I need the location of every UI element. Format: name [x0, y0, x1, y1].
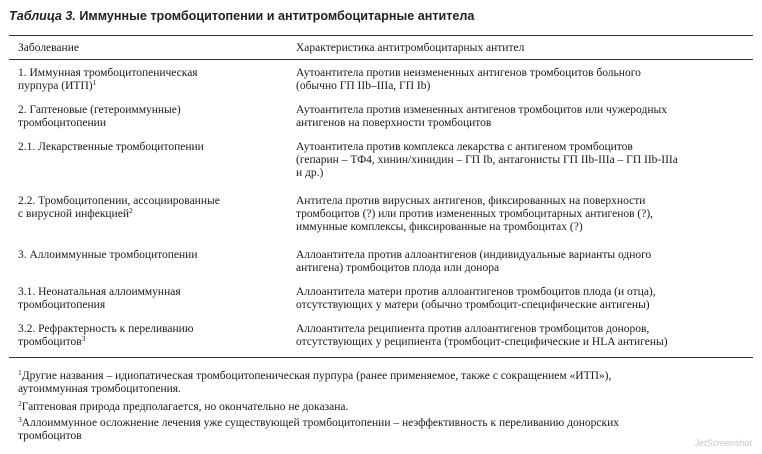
- footnote-line: Аллоиммунное осложнение лечения уже существующей тромбоцитопении – неэффективность к переливанию донорских: [21, 417, 619, 429]
- table-top-rule: [9, 35, 753, 36]
- watermark: JetScreenshot: [694, 438, 752, 448]
- description-line: Аутоантитела против комплекса лекарства с антигеном тромбоцитов: [296, 141, 633, 153]
- header-disease: Заболевание: [18, 42, 79, 54]
- disease-cell: [18, 249, 288, 262]
- footnote-mark: 2: [18, 399, 22, 408]
- description-line: Аллоантитела против аллоантигенов (индивидуальные варианты одного: [296, 249, 652, 261]
- table-header-rule: [9, 59, 753, 60]
- antibody-description-cell: [296, 67, 751, 93]
- description-line: отсутствующих у матери (обычно тромбоцит-специфические антигены): [296, 299, 650, 312]
- disease-cell: [18, 323, 288, 349]
- footnote-line: Другие названия – идиопатическая тромбоцитопеническая пурпура (ранее применяемое, также с сокращением «ИТП»),: [21, 370, 612, 382]
- description-line: отсутствующих у реципиента (тромбоцит-специфические и HLA антигены): [296, 336, 668, 349]
- footnote: [18, 370, 611, 396]
- disease-line: 2. Гаптеновые (гетероиммунные): [18, 104, 181, 116]
- table-caption-lead: Таблица 3.: [9, 9, 76, 23]
- disease-line: тромбоцитопения: [18, 299, 106, 312]
- disease-line: 1. Иммунная тромбоцитопеническая: [18, 67, 198, 79]
- table-caption: [9, 9, 753, 23]
- footnote-ref: 2: [128, 206, 133, 216]
- disease-line: 2.2. Тромбоцитопении, ассоциированные: [18, 195, 220, 207]
- description-line: Аллоантитела реципиента против аллоантигенов тромбоцитов доноров,: [296, 323, 650, 335]
- footnote-mark: 3: [18, 415, 22, 424]
- footnote-line: Гаптеновая природа предполагается, но окончательно не доказана.: [21, 401, 349, 413]
- description-line: иммунные комплексы, фиксированные на тромбоцитах (?): [296, 221, 583, 234]
- disease-cell: [18, 195, 288, 221]
- disease-line: тромбоцитопении: [18, 117, 106, 130]
- description-line: Антитела против вирусных антигенов, фиксированных на поверхности: [296, 195, 646, 207]
- disease-line: тромбоцитов: [18, 336, 82, 349]
- footnote: [18, 401, 348, 414]
- description-line: (гепарин – ТФ4, хинин/хинидин – ГП Ib, антагонисты ГП IIb-IIIa – ГП IIb-IIIa: [296, 154, 678, 167]
- description-line: и др.): [296, 167, 324, 180]
- antibody-description-cell: [296, 249, 751, 275]
- disease-line: пурпура (ИТП): [18, 80, 93, 93]
- disease-line: 3.1. Неонатальная аллоиммунная: [18, 286, 181, 298]
- disease-cell: [18, 67, 288, 93]
- disease-cell: [18, 141, 288, 154]
- disease-cell: [18, 286, 288, 312]
- antibody-description-cell: [296, 286, 751, 312]
- disease-cell: [18, 104, 288, 130]
- table-caption-text: Иммунные тромбоцитопении и антитромбоцитарные антитела: [75, 9, 475, 23]
- footnote: [18, 417, 619, 443]
- description-line: Аутоантитела против измененных антигенов тромбоцитов или чужеродных: [296, 104, 667, 116]
- antibody-description-cell: [296, 323, 751, 349]
- disease-line: 2.1. Лекарственные тромбоцитопении: [18, 141, 204, 153]
- disease-line: 3.2. Рефрактерность к переливанию: [18, 323, 194, 335]
- footnote-mark: 1: [18, 368, 22, 377]
- description-line: антигена) тромбоцитов плода или донора: [296, 262, 500, 275]
- description-line: Аллоантитела матери против аллоантигенов тромбоцитов плода (и отца),: [296, 286, 656, 298]
- disease-line: с вирусной инфекцией: [18, 208, 129, 221]
- footnote-ref: 1: [92, 78, 97, 88]
- footnote-ref: 3: [81, 334, 86, 344]
- description-line: (обычно ГП IIb–IIIa, ГП Ib): [296, 80, 431, 93]
- header-antibodies: Характеристика антитромбоцитарных антител: [296, 42, 525, 54]
- description-line: антигенов на поверхности тромбоцитов: [296, 117, 492, 130]
- antibody-description-cell: [296, 195, 751, 235]
- description-line: тромбоцитов (?) или против измененных тромбоцитарных антигенов (?),: [296, 208, 654, 221]
- description-line: Аутоантитела против неизмененных антигенов тромбоцитов больного: [296, 67, 641, 79]
- footnote-line: аутоиммунная тромбоцитопения.: [18, 383, 181, 396]
- disease-line: 3. Аллоиммунные тромбоцитопении: [18, 249, 198, 261]
- antibody-description-cell: [296, 104, 751, 130]
- table-bottom-rule: [9, 357, 753, 358]
- antibody-description-cell: [296, 141, 751, 181]
- footnote-line: тромбоцитов: [18, 430, 82, 443]
